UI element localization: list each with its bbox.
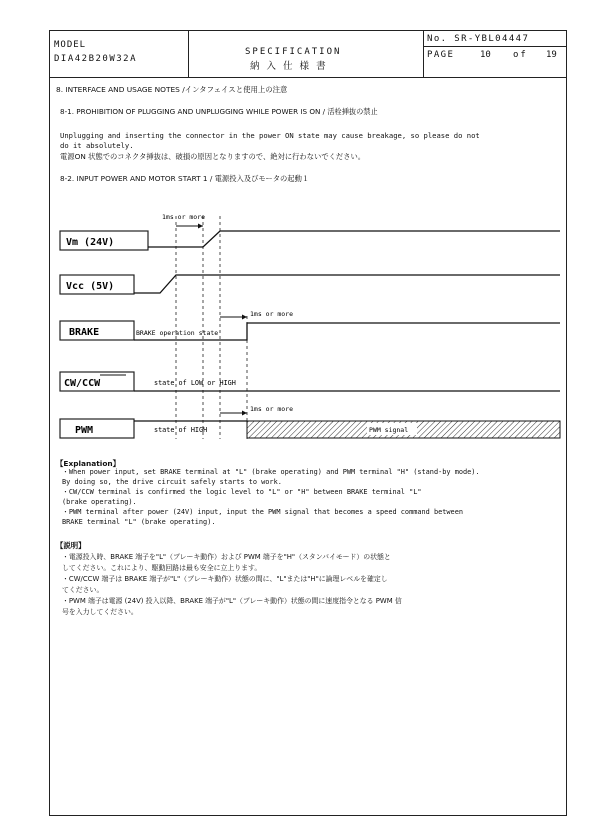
waveform-vm bbox=[148, 231, 560, 247]
signal-box-pwm bbox=[60, 419, 134, 438]
explanation-line: ・When power input, set BRAKE terminal at "L" (brake operating) and PWM terminal "H" (stand-by mode). bbox=[62, 468, 480, 476]
page-of: of bbox=[513, 50, 528, 60]
subsection-title: 8-1. PROHIBITION OF PLUGGING AND UNPLUGGING WHILE POWER IS ON / 活栓挿抜の禁止 bbox=[60, 107, 378, 116]
timing-diagram bbox=[50, 31, 568, 817]
signal-label-cwccw: CW/CCW bbox=[64, 378, 101, 389]
pwm-signal-label: PWM signal bbox=[369, 426, 409, 434]
signal-label-brake: BRAKE bbox=[69, 327, 100, 338]
annotation-brake: 1ms or more bbox=[250, 310, 294, 318]
setsumei-line: ・PWM 端子は電源 (24V) 投入以降、BRAKE 端子が"L"（ブレーキ動作）状態の間に速度指令となる PWM 信 bbox=[62, 597, 402, 605]
spec-page bbox=[49, 30, 567, 816]
annotation-top: 1ms or more bbox=[162, 213, 206, 221]
signal-label-vcc: Vcc (5V) bbox=[66, 281, 115, 292]
explanation-line: (brake operating). bbox=[62, 498, 137, 506]
pwm-state-label: state of HIGH bbox=[154, 426, 208, 434]
arrow-head bbox=[242, 411, 247, 416]
setsumei-heading: 【説明】 bbox=[56, 541, 86, 550]
setsumei-line: ・CW/CCW 端子は BRAKE 端子が"L"（ブレーキ動作）状態の間に、"L"または"H"に論理レベルを確定し bbox=[62, 575, 388, 583]
model-value: DIA42B20W32A bbox=[54, 54, 138, 64]
cw-state-label: state of LOW or HIGH bbox=[154, 379, 236, 387]
annotation-pwm: 1ms or more bbox=[250, 405, 294, 413]
spec-title-jp: 納 入 仕 様 書 bbox=[250, 61, 328, 72]
explanation-line: ・CW/CCW terminal is confirmed the logic level to "L" or "H" between BRAKE terminal "L" bbox=[62, 488, 422, 496]
setsumei-line: てください。 bbox=[62, 586, 104, 594]
page-label: PAGE bbox=[427, 50, 455, 60]
model-label: MODEL bbox=[54, 40, 87, 50]
paragraph-line-jp: 電源ON 状態でのコネクタ挿抜は、破損の原因となりますので、絶対に行わないでください。 bbox=[60, 152, 366, 161]
page-number: 10 bbox=[480, 50, 491, 60]
spec-title: SPECIFICATION bbox=[245, 47, 342, 57]
arrow-head bbox=[198, 224, 203, 229]
signal-label-pwm: PWM bbox=[75, 425, 94, 436]
waveform-vcc bbox=[134, 275, 560, 293]
timing-guides bbox=[176, 216, 247, 439]
explanation-line: ・PWM terminal after power (24V) input, input the PWM signal that becomes a speed command between bbox=[62, 508, 463, 516]
paragraph-line: do it absolutely. bbox=[60, 141, 134, 150]
explanation-line: BRAKE terminal "L" (brake operating). bbox=[62, 518, 216, 526]
section-title: 8. INTERFACE AND USAGE NOTES /インタフェイスと使用上の注意 bbox=[56, 85, 288, 94]
arrow-head bbox=[242, 315, 247, 320]
setsumei-line: 号を入力してください。 bbox=[62, 608, 138, 616]
explanation-line: By doing so, the drive circuit safely starts to work. bbox=[62, 478, 282, 486]
setsumei-line: ・電源投入時、BRAKE 端子を"L"（ブレーキ動作）および PWM 端子を"H"（スタンバイモード）の状態と bbox=[62, 553, 391, 561]
page-total: 19 bbox=[546, 50, 557, 60]
explanation-heading: 【Explanation】 bbox=[56, 459, 121, 468]
brake-state-label: BRAKE operation state bbox=[136, 329, 219, 337]
paragraph-line: Unplugging and inserting the connector in the power ON state may cause breakage, so please do not bbox=[60, 131, 480, 140]
subsection-title: 8-2. INPUT POWER AND MOTOR START 1 / 電源投入及びモータの起動１ bbox=[60, 174, 310, 183]
setsumei-line: してください。これにより、駆動回路は最も安全に立上ります。 bbox=[62, 564, 262, 572]
signal-label-vm: Vm (24V) bbox=[66, 237, 115, 248]
doc-number: No. SR-YBL04447 bbox=[427, 34, 530, 44]
